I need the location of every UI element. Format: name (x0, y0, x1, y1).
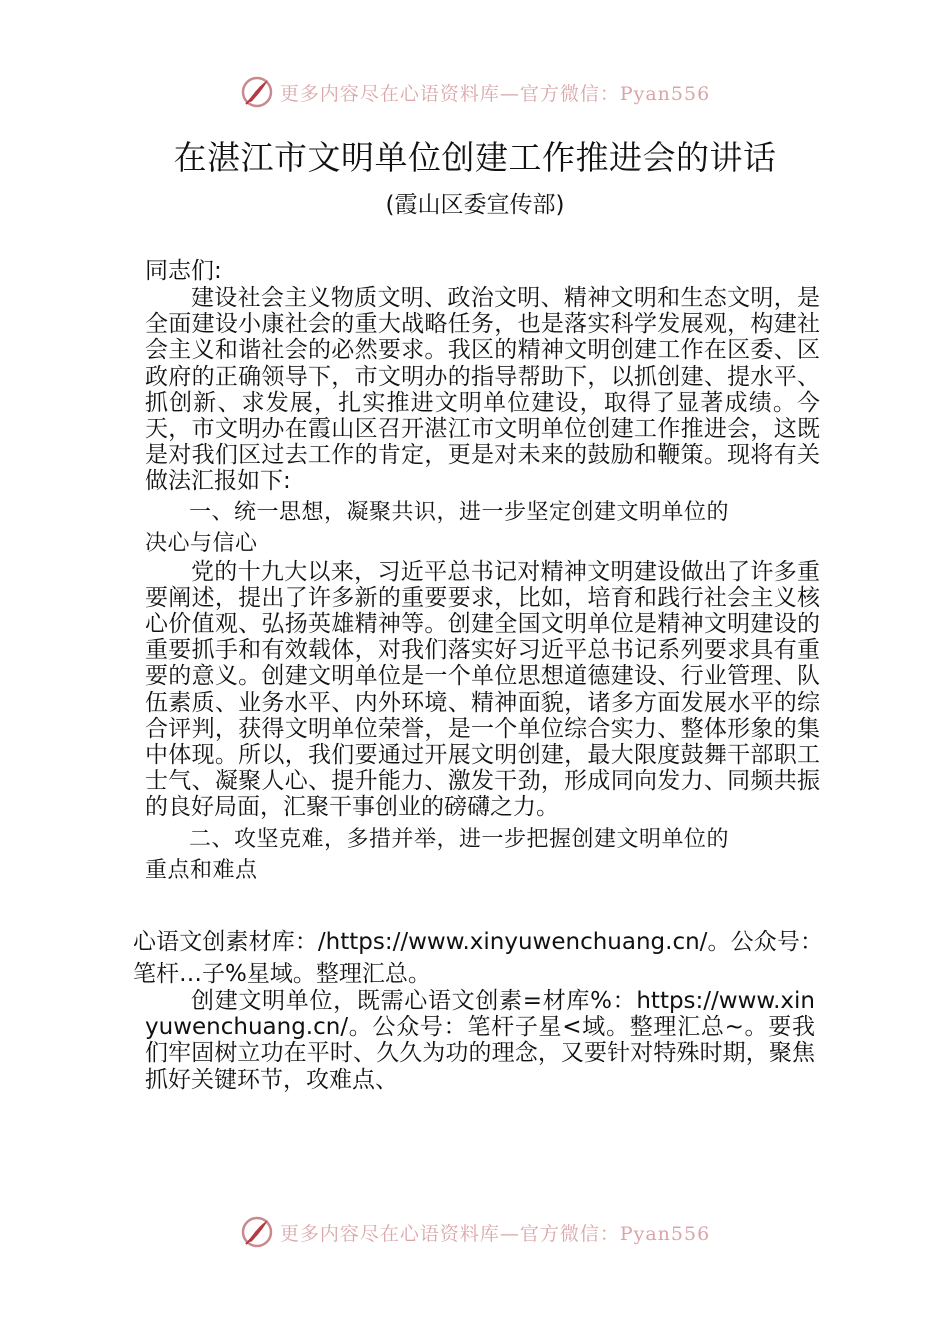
paragraph-2: 党的十九大以来，习近平总书记对精神文明建设做出了许多重要阐述，提出了许多新的重要要求，比如，培育和践行社会主义核心价值观、弘扬英雄精神等。创建全国文明单位是精神文明建设的重要抓手和有效载体，对我们落实好习近平总书记系列要求具有重要的意义。创建文明单位是一个单位思想道德建设、行业管理、队伍素质、业务水平、内外环境、精神面貌，诸多方面发展水平的综合评判，获得文明单位荣誉，是一个单位综合实力、整体形象的集中体现。所以，我们要通过开展文明创建，最大限度鼓舞干部职工士气、凝聚人心、提升能力、激发干劲，形成同向发力、同频共振的良好局面，汇聚干事创业的磅礴之力。 (145, 558, 820, 821)
paragraph-3 (145, 988, 815, 1093)
quill-pen-logo-icon (240, 75, 274, 109)
document-title: 在湛江市文明单位创建工作推进会的讲话 (173, 138, 777, 177)
footer-watermark-banner (0, 1212, 950, 1252)
source-note: 心语文创素材库：/https://www.xinyuwenchuang.cn/。公众号：笔杆…子%星域。整理汇总。 (133, 929, 823, 987)
paragraph-1: 建设社会主义物质文明、政治文明、精神文明和生态文明，是全面建设小康社会的重大战略任务，也是落实科学发展观，构建社会主义和谐社会的必然要求。我区的精神文明创建工作在区委、区政府的正确领导下，市文明办的指导帮助下，以抓创建、提水平、抓创新、求发展，扎实推进文明单位建设，取得了显著成绩。今天，市文明办在霞山区召开湛江市文明单位创建工作推进会，这既是对我们区过去工作的肯定，更是对未来的鼓励和鞭策。现将有关做法汇报如下: (145, 285, 820, 495)
document-subtitle: (霞山区委宣传部) (385, 192, 565, 218)
banner-text: 更多内容尽在心语资料库—官方微信：Pyan556 (279, 1222, 711, 1245)
section-heading-2-line-1: 二、攻坚克难，多措并举，进一步把握创建文明单位的 (189, 826, 730, 852)
section-heading-2-line-2: 重点和难点 (145, 857, 258, 883)
quill-pen-logo-icon (240, 1215, 274, 1249)
document-body (145, 257, 820, 886)
header-watermark-banner (0, 72, 950, 112)
salutation: 同志们: (145, 258, 222, 284)
paragraph-3-text: 创建文明单位，既需心语文创素=材库%：https://www.xinyuwenchuang.cn/。公众号：笔杆子星<域。整理汇总~。要我们牢固树立功在平时、久久为功的理念，又要针对特殊时期，聚焦抓好关键环节，攻难点、 (145, 988, 815, 1093)
section-heading-1-line-1: 一、统一思想，凝聚共识，进一步坚定创建文明单位的 (189, 499, 730, 525)
section-heading-1-line-2: 决心与信心 (145, 530, 258, 556)
banner-text: 更多内容尽在心语资料库—官方微信：Pyan556 (279, 82, 711, 105)
